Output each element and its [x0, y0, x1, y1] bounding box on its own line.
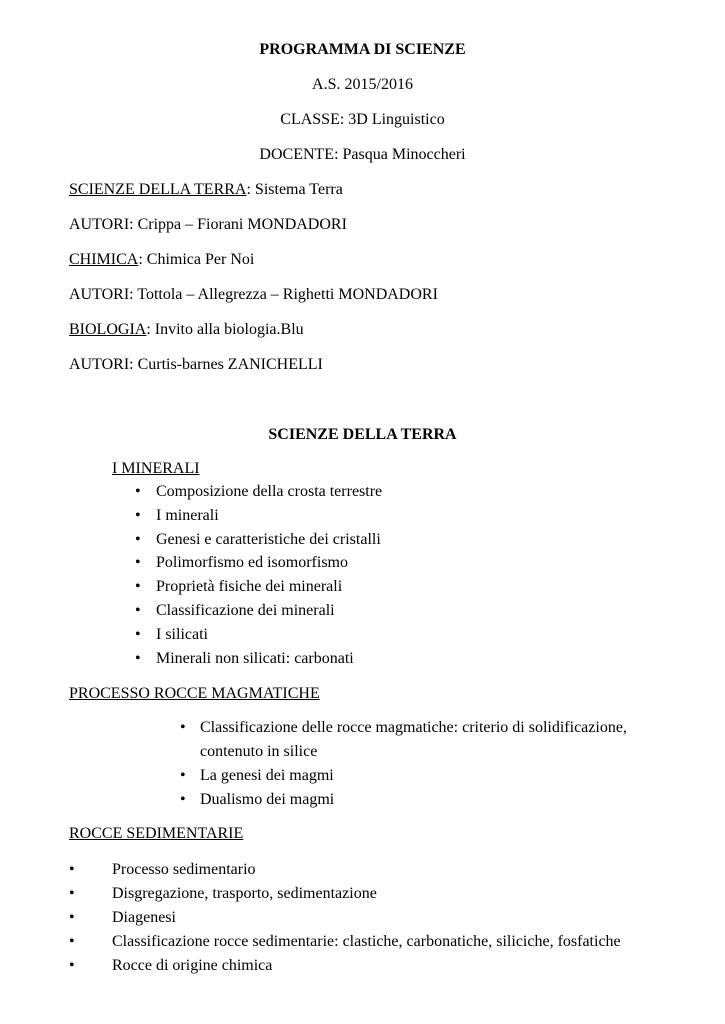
minerali-heading: I MINERALI	[112, 460, 200, 477]
bullet-icon: •	[135, 554, 141, 571]
list-item-continuation: contenuto in silice	[200, 743, 318, 760]
book-subject: CHIMICA	[69, 251, 139, 268]
bullet-icon: •	[180, 719, 186, 736]
book-authors: AUTORI: Tottola – Allegrezza – Righetti MONDADORI	[69, 286, 438, 303]
section-title: SCIENZE DELLA TERRA	[268, 426, 457, 443]
bullet-icon: •	[135, 507, 141, 524]
bullet-icon: •	[135, 531, 141, 548]
bullet-icon: •	[69, 885, 75, 902]
book-title: : Invito alla biologia.Blu	[146, 321, 304, 338]
book-line-earth-science	[69, 180, 343, 200]
class-label: CLASSE: 3D Linguistico	[280, 111, 445, 128]
bullet-icon: •	[135, 483, 141, 500]
bullet-icon: •	[135, 626, 141, 643]
book-title: : Chimica Per Noi	[138, 251, 255, 268]
bullet-icon: •	[69, 933, 75, 950]
book-title: : Sistema Terra	[246, 181, 343, 198]
bullet-icon: •	[69, 861, 75, 878]
school-year: A.S. 2015/2016	[312, 76, 413, 93]
book-subject: SCIENZE DELLA TERRA	[69, 181, 247, 198]
bullet-icon: •	[69, 957, 75, 974]
bullet-icon: •	[135, 650, 141, 667]
teacher-label: DOCENTE: Pasqua Minoccheri	[259, 146, 466, 163]
sedimentarie-heading: ROCCE SEDIMENTARIE	[69, 825, 244, 842]
document-title: PROGRAMMA DI SCIENZE	[259, 41, 466, 58]
book-line-chemistry	[69, 250, 254, 270]
book-line-biology	[69, 320, 304, 340]
book-authors: AUTORI: Curtis-barnes ZANICHELLI	[69, 356, 323, 373]
bullet-icon: •	[135, 578, 141, 595]
document-page: PROGRAMMA DI SCIENZE A.S. 2015/2016 CLASSE: 3D Linguistico DOCENTE: Pasqua Minoccheri SCIENZE DELLA TERRA: Sistema Terra AUTORI: Crippa – Fiorani MONDADORI CHIMICA: Chimica Per Noi AUTORI: Tottola – Allegrezza – Righetti MONDADORI BIOLOGIA: Invito alla biologia.Blu AUTORI: Curtis-barnes ZANICHELLI SCIENZE DELLA TERRA I MINERALI • Composizione della crosta terrestre • I minerali • Genesi e caratteristiche dei cristalli • Polimorfismo ed isomorfismo • Proprietà fisiche dei minerali • Classificazione dei minerali • I silicati • Minerali non silicati: carbonati PROCESSO ROCCE MAGMATICHE • Classificazione delle rocce magmatiche: criterio di solidificazione, contenuto in silice • La genesi dei magmi • Dualismo dei magmi ROCCE SEDIMENTARIE • Processo sedimentario • Disgregazione, trasporto, sedimentazione • Diagenesi • Classificazione rocce sedimentarie: clastiche, carbonatiche, siliciche, fosfatiche • Rocce di origine chimica	[0, 0, 725, 1024]
book-subject: BIOLOGIA	[69, 321, 147, 338]
bullet-icon: •	[135, 602, 141, 619]
magmatiche-heading: PROCESSO ROCCE MAGMATICHE	[69, 685, 320, 702]
bullet-icon: •	[69, 909, 75, 926]
bullet-icon: •	[180, 767, 186, 784]
book-authors: AUTORI: Crippa – Fiorani MONDADORI	[69, 216, 347, 233]
bullet-icon: •	[180, 791, 186, 808]
